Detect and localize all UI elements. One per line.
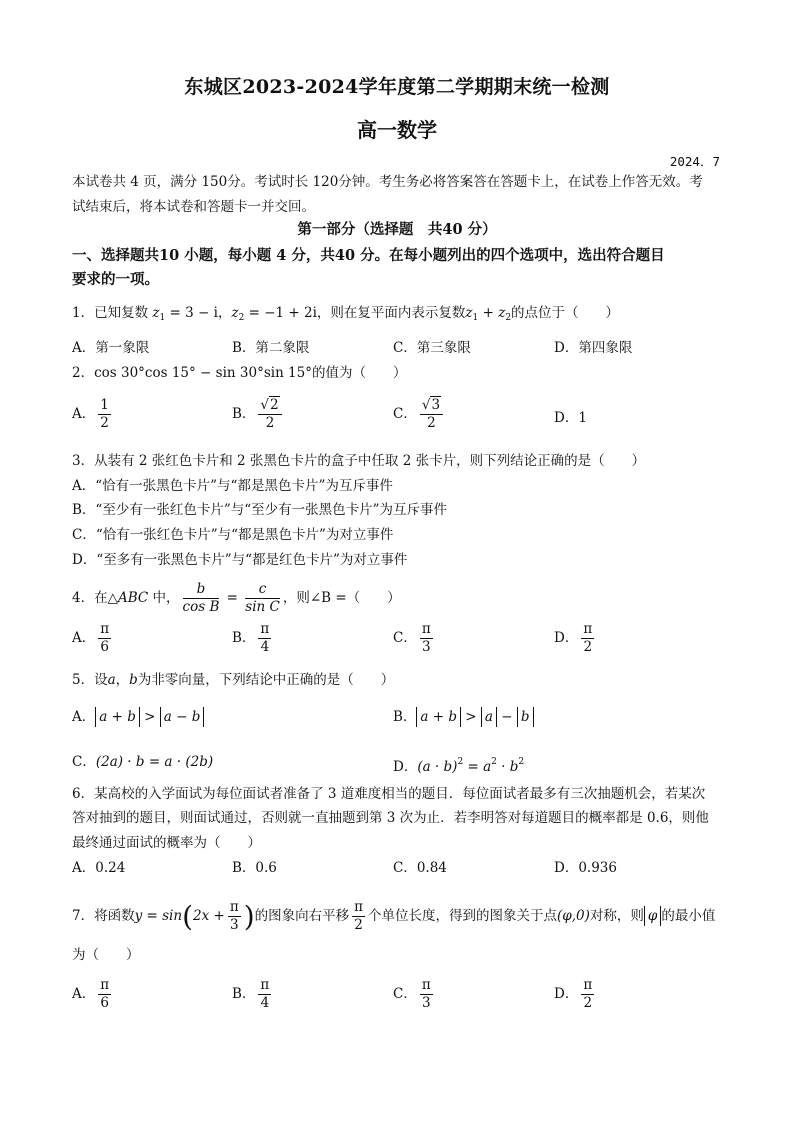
q1-mid: ，则在复平面内表示复数: [316, 305, 466, 321]
q4-option-d-label: D．: [554, 629, 579, 646]
q2-option-a-den: 2: [100, 414, 109, 431]
q4-option-c: [393, 622, 436, 655]
q5-option-d-dot: · b: [496, 759, 519, 775]
q5-option-b-b: b: [517, 707, 534, 727]
q2-option-b-label: B．: [232, 405, 256, 422]
q4-option-c-den: 3: [421, 638, 431, 655]
q1-z1: z: [152, 305, 160, 321]
q7-option-b-label: B．: [232, 985, 256, 1002]
q7-option-a-label: A．: [72, 985, 96, 1002]
q5-comma: ，: [115, 672, 130, 688]
q4-option-b-label: B．: [232, 629, 256, 646]
q2-option-b-rad: 2: [270, 397, 279, 413]
q4-frac2-den: sin C: [245, 598, 280, 615]
q5-suffix: 为非零向量，下列结论中正确的是（ ）: [137, 672, 395, 688]
q1-sep: ，: [217, 305, 232, 321]
q4-frac1-num: b: [183, 582, 220, 599]
q1-plus: +: [478, 305, 499, 321]
q1-option-b: B．第二象限: [232, 340, 310, 356]
q7-option-c: [393, 978, 436, 1011]
q2-option-a: [72, 398, 114, 431]
q7-option-d-den: 2: [583, 994, 593, 1011]
q1-option-a: A．第一象限: [72, 340, 150, 356]
q5-option-a: [72, 707, 204, 727]
q1-z2: z: [231, 305, 239, 321]
q7-mid2: 个单位长度，得到的图象关于点: [368, 907, 557, 924]
q2-stem: [72, 363, 722, 383]
q7-suffix: 的最小值: [661, 907, 716, 924]
q7-mid3: 对称，则: [589, 907, 644, 924]
q6-option-a: A．0.24: [72, 860, 126, 876]
q4-option-b: [232, 622, 274, 655]
q4-option-a: [72, 622, 114, 655]
q4-option-a-num: π: [100, 621, 110, 637]
q4-option-b-den: 4: [260, 638, 270, 655]
q4-option-a-den: 6: [100, 638, 109, 655]
q5-option-d-sq2: 2: [491, 757, 497, 767]
q7-option-c-num: π: [421, 977, 431, 993]
q3-option-a: A．“恰有一张黑色卡片”与“都是黑色卡片”为互斥事件: [72, 478, 393, 494]
q5-option-a-expr2: a − b: [160, 707, 205, 727]
q7-mid: 的图象向右平移: [254, 907, 350, 924]
q4-option-c-num: π: [421, 621, 431, 637]
q7-option-d-num: π: [583, 977, 593, 993]
q5-option-a-gt: >: [139, 709, 160, 725]
q5-option-a-expr1: a + b: [95, 707, 140, 727]
q5-option-d-sq3: 2: [518, 757, 525, 767]
q5-option-b-expr1: a + b: [416, 707, 461, 727]
q2-option-a-num: 1: [100, 397, 109, 413]
q5-option-d: [393, 752, 524, 777]
q3-stem: 3．从装有 2 张红色卡片和 2 张黑色卡片的盒子中任取 2 张卡片，则下列结论正确的是（ ）: [72, 453, 646, 469]
q5-option-d-sq: 2: [457, 757, 464, 767]
q6-stem-line-3: 最终通过面试的概率为（ ）: [72, 835, 261, 851]
q4-option-b-num: π: [260, 621, 270, 637]
q1-sum-a-sub: 1: [472, 313, 479, 323]
q1-z2-sub: 2: [238, 313, 245, 323]
q2-option-c: [393, 398, 446, 431]
q5-prefix: 5．设: [72, 672, 108, 688]
q2-expression: cos 30°cos 15° − sin 30°sin 15°: [94, 365, 312, 381]
q2-prefix: 2．: [72, 365, 95, 381]
q4-option-d-den: 2: [583, 638, 593, 655]
q4-option-d-num: π: [583, 621, 593, 637]
section-instructions-1: 一、选择题共10 小题，每小题 4 分，共40 分。在每小题列出的四个选项中，选出符合题目: [72, 247, 665, 264]
q6-stem-line-2: 答对抽到的题目，则面试通过，否则就一直抽题到第 3 次为止．若李明答对每道题目的概率都是 0.6，则他: [72, 810, 709, 826]
q7-function: y = sin: [134, 907, 183, 924]
q1-z1-value: = 3 − i: [165, 305, 218, 321]
q7-option-c-label: C．: [393, 985, 417, 1002]
q5-stem: [72, 670, 722, 690]
q4-prefix: 4．在△: [72, 589, 118, 606]
q5-vector-a: a: [107, 672, 116, 688]
q2-suffix: 的值为（ ）: [311, 365, 407, 381]
q3-option-c: C．“恰有一张红色卡片”与“都是黑色卡片”为对立事件: [72, 527, 394, 543]
q5-option-b: [393, 707, 534, 727]
q5-option-d-eq: = a: [463, 759, 492, 775]
q7-stem: [72, 900, 732, 933]
q6-option-d: D．0.936: [554, 860, 617, 876]
q7-arg-den: 3: [229, 916, 239, 933]
q5-option-a-label: A．: [72, 709, 96, 725]
q7-option-d: [554, 978, 597, 1011]
q7-option-d-label: D．: [554, 985, 579, 1002]
q2-option-c-root: √: [421, 397, 431, 413]
q1-stem: [72, 303, 722, 328]
q7-option-a-num: π: [100, 977, 110, 993]
q1-sum-b: z: [498, 305, 506, 321]
q5-vector-b: b: [129, 672, 138, 688]
q4-option-d: [554, 622, 597, 655]
q5-option-b-a: a: [481, 707, 497, 727]
q1-option-d: D．第四象限: [554, 340, 633, 356]
q4-frac1-den: cos B: [182, 598, 220, 615]
q5-option-c-expr: (2a) · b = a · (2b): [95, 754, 214, 770]
q7-point: (φ,0): [557, 907, 590, 924]
q7-option-a-den: 6: [100, 994, 109, 1011]
q4-suffix: ，则∠B =（ ）: [282, 589, 401, 606]
q5-option-d-label: D．: [393, 759, 418, 775]
q7-stem-line-2: 为（ ）: [72, 947, 140, 963]
intro-line-1: 本试卷共 4 页，满分 150分。考试时长 120分钟。考生务必将答案答在答题卡上，在试卷上作答无效。考: [72, 174, 703, 190]
q4-stem: [72, 582, 722, 615]
q1-prefix: 1．已知复数: [72, 305, 149, 321]
q2-option-c-label: C．: [393, 405, 417, 422]
intro-line-2: 试结束后，将本试卷和答题卡一并交回。: [72, 199, 315, 215]
q7-shift-den: 2: [354, 916, 363, 933]
q7-arg: 2x +: [193, 907, 225, 924]
q2-option-c-den: 2: [427, 414, 436, 431]
q7-option-a: [72, 978, 114, 1011]
q5-option-b-label: B．: [393, 709, 417, 725]
q6-stem-line-1: 6．某高校的入学面试为每位面试者准备了 3 道难度相当的题目．每位面试者最多有三次抽题机会，若某次: [72, 786, 706, 802]
q5-option-c-label: C．: [72, 754, 96, 770]
q1-z1-sub: 1: [159, 313, 166, 323]
q6-option-c: C．0.84: [393, 860, 447, 876]
q2-option-a-label: A．: [72, 405, 96, 422]
q5-option-d-expr: (a · b): [417, 759, 458, 775]
q2-option-b-root: √: [260, 397, 270, 413]
exam-title: 东城区2023-2024学年度第二学期期末统一检测: [184, 76, 610, 98]
q4-triangle: ABC: [117, 589, 149, 606]
q4-option-a-label: A．: [72, 629, 96, 646]
q7-option-b-num: π: [260, 977, 270, 993]
q5-option-b-gt: >: [461, 709, 481, 725]
part1-heading: 第一部分（选择题 共40 分）: [297, 221, 497, 238]
section-instructions-2: 要求的一项。: [72, 271, 159, 288]
q7-option-b-den: 4: [260, 994, 270, 1011]
exam-subject: 高一数学: [357, 118, 437, 142]
q7-arg-num: π: [229, 899, 239, 915]
q1-option-c: C．第三象限: [393, 340, 471, 356]
q1-z2-value: = −1 + 2i: [244, 305, 317, 321]
q4-mid: 中，: [148, 589, 180, 606]
q4-frac2-num: c: [245, 582, 280, 599]
q7-option-c-den: 3: [421, 994, 431, 1011]
q4-option-c-label: C．: [393, 629, 417, 646]
q4-eq: =: [222, 589, 243, 606]
q2-option-d: D．1: [554, 410, 587, 426]
q7-shift-num: π: [354, 899, 363, 915]
q7-phi-abs: φ: [644, 906, 661, 926]
q5-option-c: [72, 752, 213, 772]
q1-sum-b-sub: 2: [505, 313, 512, 323]
q5-option-b-minus: −: [496, 709, 517, 725]
q7-rparen: ): [243, 899, 255, 933]
q1-suffix: 的点位于（ ）: [511, 305, 620, 321]
q2-option-b-den: 2: [265, 414, 275, 431]
q2-option-c-rad: 3: [431, 397, 441, 413]
q3-option-b: B．“至少有一张红色卡片”与“至少有一张黑色卡片”为互斥事件: [72, 502, 448, 518]
q6-option-b: B．0.6: [232, 860, 277, 876]
q1-sum-a: z: [465, 305, 473, 321]
q7-lparen: (: [182, 899, 193, 933]
q3-option-d: D．“至多有一张黑色卡片”与“都是红色卡片”为对立事件: [72, 552, 408, 568]
q7-prefix: 7．将函数: [72, 907, 135, 924]
exam-date: 2024．7: [669, 154, 720, 169]
q7-option-b: [232, 978, 274, 1011]
q2-option-b: [232, 398, 285, 431]
